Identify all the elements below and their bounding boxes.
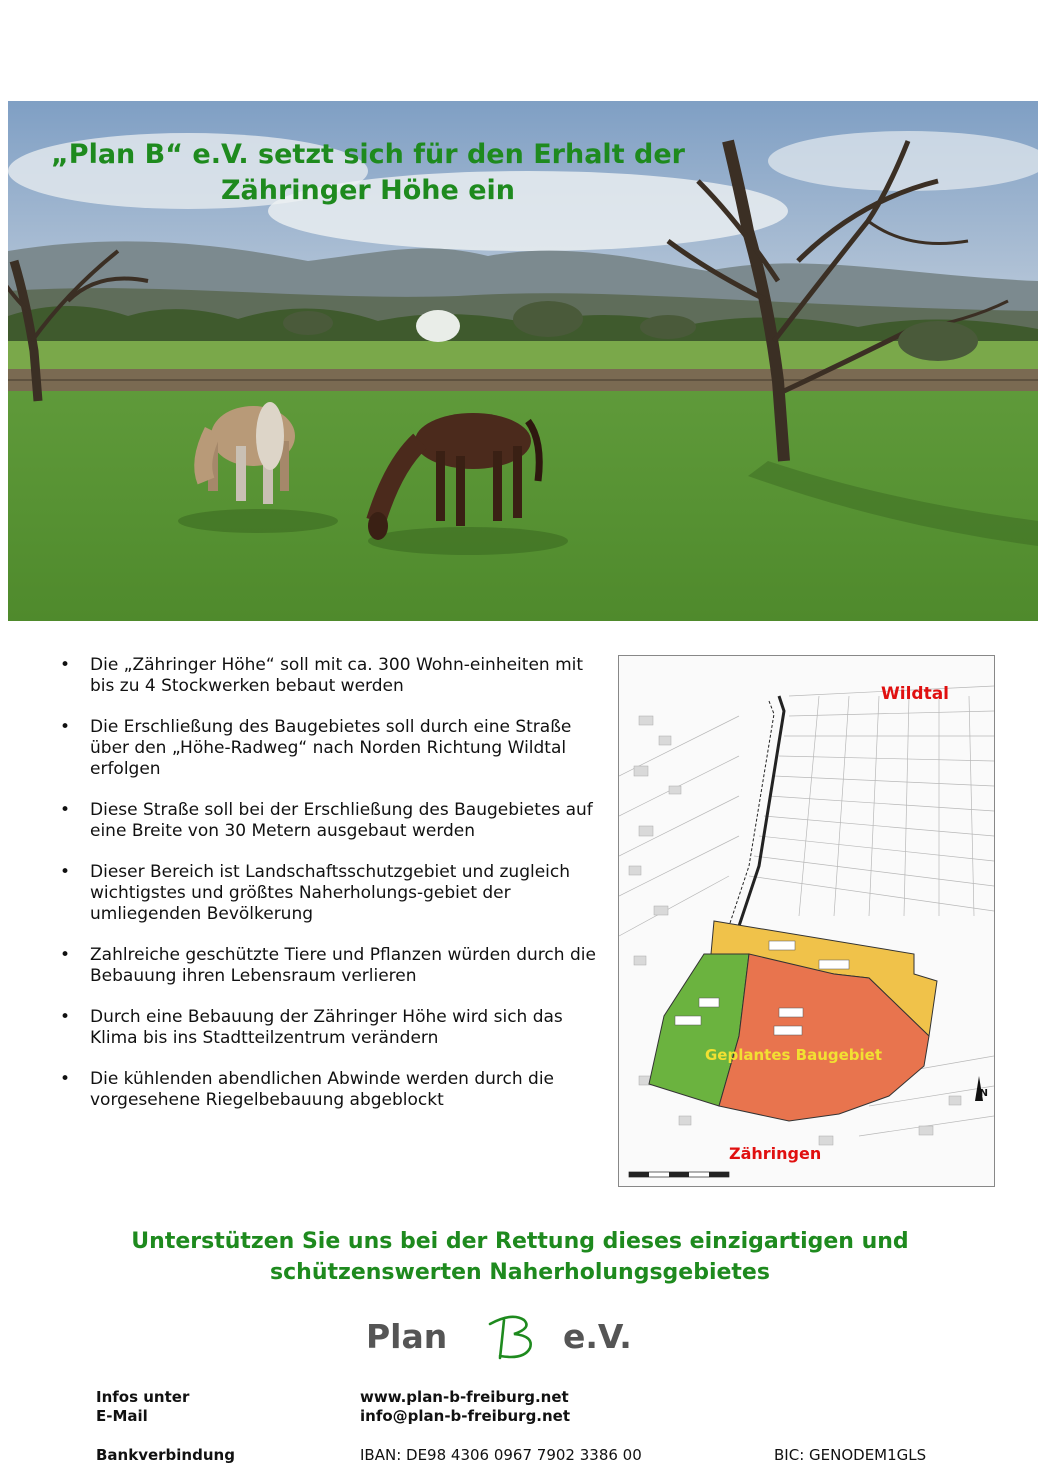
appeal-line1: Unterstützen Sie uns bei der Rettung dieses einzigartigen und: [131, 1229, 909, 1254]
hero-title: [8, 137, 728, 209]
footer-contacts: [360, 1388, 570, 1426]
list-item: [60, 945, 600, 987]
bank-label: Bankverbindung: [96, 1446, 235, 1464]
map-label-building-area: Geplantes Baugebiet: [705, 1046, 883, 1064]
bullet-icon: •: [60, 1007, 71, 1027]
list-item-text: Durch eine Bebauung der Zähringer Höhe wird sich das Klima bis ins Stadtteilzentrum verändern: [90, 1007, 563, 1048]
north-arrow-icon: N: [979, 1088, 988, 1099]
email-link[interactable]: info@plan-b-freiburg.net: [360, 1407, 571, 1425]
footer-labels: [96, 1388, 189, 1426]
hero-title-line2: Zähringer Höhe ein: [220, 175, 516, 206]
bullet-icon: •: [60, 800, 71, 820]
bullet-icon: •: [60, 862, 71, 882]
map-label-wildtal: Wildtal: [881, 684, 949, 704]
list-item-text: Die kühlenden abendlichen Abwinde werden durch die vorgesehene Riegelbebauung abgeblockt: [90, 1069, 555, 1110]
list-item-text: Die „Zähringer Höhe“ soll mit ca. 300 Wohn-einheiten mit bis zu 4 Stockwerken bebaut werden: [90, 655, 584, 696]
website-link[interactable]: www.plan-b-freiburg.net: [360, 1388, 569, 1406]
list-item: [60, 1069, 600, 1111]
list-item: [60, 1007, 600, 1049]
infos-label: Infos unter: [96, 1388, 190, 1406]
logo-b-icon: [484, 1310, 544, 1366]
facts-list: [60, 655, 600, 1131]
site-map: [618, 655, 995, 1187]
bic-text: BIC: GENODEM1GLS: [774, 1446, 927, 1464]
appeal-line2: schützenswerten Naherholungsgebietes: [270, 1260, 770, 1285]
list-item: [60, 655, 600, 697]
iban-text: IBAN: DE98 4306 0967 7902 3386 00: [360, 1446, 642, 1464]
list-item: [60, 862, 600, 925]
appeal-text: [0, 1226, 1040, 1288]
email-label: E-Mail: [96, 1407, 148, 1425]
list-item: [60, 717, 600, 780]
list-item-text: Die Erschließung des Baugebietes soll durch eine Straße über den „Höhe-Radweg“ nach Norden Richtung Wildtal erfolgen: [90, 717, 572, 779]
bullet-icon: •: [60, 717, 71, 737]
bullet-icon: •: [60, 1069, 71, 1089]
list-item-text: Dieser Bereich ist Landschaftsschutzgebiet und zugleich wichtigstes und größtes Naherholungs-gebiet der umliegenden Bevölkerung: [90, 862, 571, 924]
list-item-text: Diese Straße soll bei der Erschließung des Baugebietes auf eine Breite von 30 Metern ausgebaut werden: [90, 800, 593, 841]
logo-word-ev: e.V.: [563, 1317, 632, 1356]
list-item: [60, 800, 600, 842]
hero-photo: [8, 101, 1038, 621]
map-label-zaehringen: Zähringen: [729, 1144, 822, 1163]
logo-word-plan: Plan: [366, 1317, 448, 1356]
bullet-icon: •: [60, 945, 71, 965]
list-item-text: Zahlreiche geschützte Tiere und Pflanzen würden durch die Bebauung ihren Lebensraum verlieren: [90, 945, 596, 986]
hero-title-line1: „Plan B“ e.V. setzt sich für den Erhalt der: [51, 139, 685, 170]
bullet-icon: •: [60, 655, 71, 675]
